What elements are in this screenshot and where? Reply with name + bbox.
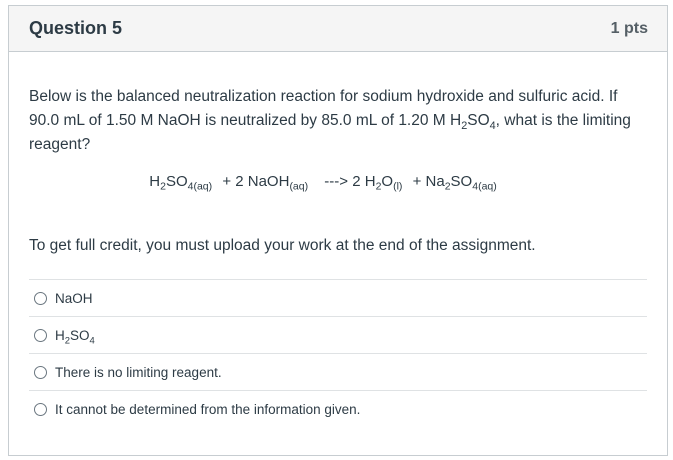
question-card (8, 5, 668, 456)
question-text-part: SO (467, 112, 490, 129)
answer-label: There is no limiting reagent. (55, 364, 222, 380)
subscript: 2 (461, 119, 468, 132)
eq-plus: + (412, 173, 422, 190)
credit-note: To get full credit, you must upload your work at the end of the assignment. (29, 237, 536, 254)
answer-text-part: H (55, 327, 65, 343)
radio-button[interactable] (34, 329, 47, 342)
subscript: 2 (444, 180, 451, 193)
answer-list (29, 279, 647, 428)
answer-option-cannot-determine[interactable] (29, 391, 647, 428)
answer-option-h2so4[interactable] (29, 317, 647, 354)
subscript: 2 (160, 180, 166, 193)
reaction-equation (29, 173, 647, 193)
radio-button[interactable] (34, 292, 47, 305)
radio-button[interactable] (34, 366, 47, 379)
answer-label (55, 327, 95, 346)
eq-text: 2 NaOH (235, 173, 290, 190)
radio-button[interactable] (34, 403, 47, 416)
subscript: 4 (489, 119, 496, 132)
question-text-part: Below is the balanced neutralization reaction for sodium hydroxide and sulfuric acid. If 90.0 mL of 1.50 M NaOH is neutralized by 85.0 mL of 1.20 M H (29, 88, 618, 129)
question-header (9, 6, 667, 52)
eq-plus: + (222, 173, 232, 190)
answer-label: It cannot be determined from the information given. (55, 402, 361, 417)
question-body (9, 52, 667, 428)
eq-text: SO (165, 173, 188, 190)
subscript: 4(aq) (187, 180, 213, 193)
answer-label: NaOH (55, 290, 93, 306)
answer-option-no-limiting[interactable] (29, 354, 647, 391)
question-text (29, 85, 647, 157)
answer-option-naoh[interactable] (29, 280, 647, 317)
eq-text: SO (450, 173, 473, 190)
eq-text: Na (425, 173, 445, 190)
subscript: 2 (64, 334, 70, 346)
eq-text: O (381, 173, 394, 190)
question-title: Question 5 (29, 18, 123, 38)
subscript: (l) (393, 180, 403, 193)
question-points: 1 pts (610, 19, 648, 37)
question-text-part: , what is the limiting reagent? (29, 112, 631, 153)
eq-arrow: ---> (324, 173, 349, 190)
subscript: 4(aq) (472, 180, 497, 193)
subscript: (aq) (289, 180, 309, 193)
subscript: 2 (375, 180, 382, 193)
eq-text: H (149, 173, 161, 190)
eq-text: 2 H (352, 173, 376, 190)
answer-text-part: SO (70, 327, 90, 343)
subscript: 4 (89, 334, 95, 346)
